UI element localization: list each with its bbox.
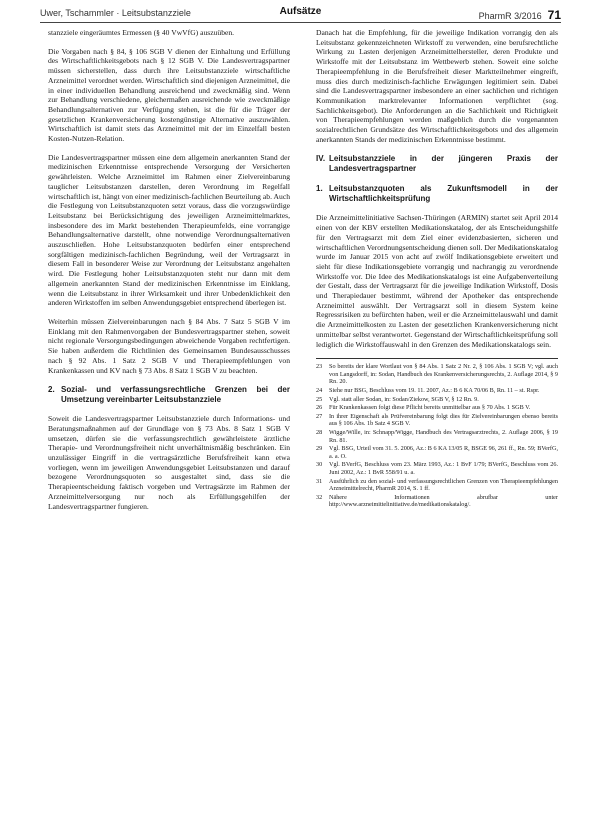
heading-number: 1. [316, 184, 323, 194]
footnote [316, 404, 558, 412]
footnote-text: Vgl. statt aller Sodan, in: Sodan/Ziekow, SGB V, § 12 Rn. 9. [329, 395, 479, 403]
left-column [48, 28, 290, 520]
footnote [316, 413, 558, 428]
footnote-number: 30 [316, 461, 323, 469]
header-section: Aufsätze [279, 6, 322, 17]
footnote [316, 396, 558, 404]
heading-text: Leitsubstanzziele in der jüngeren Praxis der Landesvertragspartner [329, 154, 558, 174]
page-number: 71 [547, 8, 561, 22]
footnote-text: Für Krankenkassen folgt diese Pflicht bereits unmittelbar aus § 70 Abs. 1 SGB V. [329, 404, 531, 412]
paragraph: Weiterhin müssen Zielvereinbarungen nach § 84 Abs. 7 Satz 5 SGB V im Einklang mit den Rahmenvorgaben der Bundesvertragspartner stehen, soweit nicht regionale Versorgungsbedingungen abweichende Vorgaben rechtfertigen. Sie haben außerdem die Richtlinien des Gemeinsamen Bundesausschusses nach § 92 Abs. 1 Satz 2 SGB V und Therapieempfehlungen von Krankenkassen und KV nach § 73 Abs. 8 Satz 1 SGB V zu beachten. [48, 316, 290, 375]
footnote-number: 26 [316, 404, 323, 412]
footnote-number: 23 [316, 363, 323, 371]
footnote [316, 478, 558, 493]
footnote-number: 29 [316, 445, 323, 453]
footnote-text: Siehe nur BSG, Beschluss vom 19. 11. 2007, Az.: B 6 KA 70/06 B, Rn. 11 – st. Rspr. [329, 387, 540, 395]
footnote [316, 494, 558, 509]
footnote-number: 32 [316, 493, 323, 501]
header-journal-page [479, 8, 561, 22]
footnotes [316, 358, 558, 509]
section-heading [48, 385, 290, 405]
footnote [316, 445, 558, 460]
footnote-number: 24 [316, 387, 323, 395]
heading-text: Leitsubstanzquoten als Zukunftsmodell in der Wirtschaftlichkeitsprüfung [329, 184, 558, 204]
right-column [316, 28, 558, 510]
footnote-text: Vgl. BVerfG, Beschluss vom 23. März 1993, Az.: 1 BvF 1/79; BVerfG, Beschluss vom 26. Juni 2002, Az.: 1 BvR 558/91 u. a. [329, 461, 558, 476]
paragraph: Soweit die Landesvertragspartner Leitsubstanzziele durch Informations- und Beratungsmaßnahmen auf der Grundlage von § 73 Abs. 8 Satz 1 SGB V umsetzen, dürfen sie die verfassungsrechtlich gewährleistete ärztliche Therapie- und Verordnungsfreiheit nicht unverhältnismäßig beschränken. Ein unzulässiger Eingriff in die vertragsärztliche Berufsfreiheit kann etwa vorliegen, wenn im jeweiligen Anwendungsgebiet Leitsubstanzen und darauf bezogene Verordnungsquoten so ausgestaltet sind, dass sie die Therapieentscheidung faktisch vorgeben und Vertragsärzte im Rahmen der Arzneimittelversorgung nur noch als Erfüllungsgehilfen der Landesvertragspartner fungieren. [48, 414, 290, 511]
footnote-number: 27 [316, 412, 323, 420]
section-heading [316, 154, 558, 174]
footnote-text: Nähere Informationen abrufbar unter http://www.arzneimittelinitiative.de/medikationskatalog/. [329, 493, 558, 509]
footnote [316, 363, 558, 386]
footnote-number: 31 [316, 477, 323, 485]
header-journal: PharmR 3/2016 [478, 11, 542, 21]
paragraph: Die Vorgaben nach § 84, § 106 SGB V dienen der Einhaltung und Erfüllung des Wirtschaftlichkeitsgebots nach § 12 SGB V. Die Landesvertragspartner müssen sicherstellen, dass durch ihre Leitsubstanzziele wirtschaftliche Arzneimittel verordnet werden. Wirtschaftlich sind diejenigen Arzneimittel, die in einer individuellen Behandlung ausreichend und zweckmäßig sind. Wenn zur Behandlung verschiedene, gleichermaßen ausreichende wie zweckmäßige Behandlungsalternativen zur Verfügung stehen, ist die für die Träger der gesetzlichen Krankenversicherung kostengünstige Alternative auszuwählen. Wirtschaftlich ist damit stets das Arzneimittel mit der im Einzelfall besten Kosten-Nutzen-Relation. [48, 46, 290, 144]
footnote-number: 25 [316, 395, 323, 403]
paragraph: Danach hat die Empfehlung, für die jeweilige Indikation vorrangig den als Leitsubstanz gekennzeichneten Wirkstoff zu verwenden, eine berufsrechtliche Wirkung zu Lasten derjenigen Arzneimittelhersteller, deren Produkte und Wirkstoffe mit der Leitsubstanz im Wettbewerb stehen. Soweit eine solche Therapieempfehlung in die Berufsfreiheit dieser Marktteilnehmer eingreift, muss dies durch medizinisch-fachliche Erwägungen legitimiert sein. Dabei sind die Landesvertragspartner insbesondere an einer sachlichen und richtigen Kommunikation marktrelevanter Informationen verpflichtet (sog. Sachlichkeitsgebot). Die Anforderungen an die Sachlichkeit und Richtigkeit von Therapieempfehlungen werden maßgeblich durch die vorgenannten sozialrechtlichen Grundsätze des Wirtschaftlichkeitsgebots und des allgemein anerkannten Stands der medizinischen Erkenntnisse bestimmt. [316, 28, 558, 144]
footnote [316, 429, 558, 444]
subsection-heading [316, 184, 558, 204]
footnote-text: In ihrer Eigenschaft als Prüfvereinbarung folgt dies für Zielvereinbarungen ebenso bereits aus § 106 Abs. 1b Satz 4 SGB V. [329, 412, 558, 428]
footnote [316, 387, 558, 395]
footnote-number: 28 [316, 429, 323, 437]
footnote-text: Ausführlich zu den sozial- und verfassungsrechtlichen Grenzen von Therapieempfehlungen Arzneimittelrecht, PharmR 2014, S. 1 ff. [329, 477, 558, 493]
paragraph: Die Landesvertragspartner müssen eine dem allgemein anerkannten Stand der medizinischen Erkenntnisse entsprechende Versorgung der Versicherten gewährleisten. Welche Arzneimittel im Rahmen einer Zielvereinbarung tauglicher Leitsubstanzen darstellen, deren Verordnung im Regelfall wirtschaftlich ist, hängt von einer medizinisch-fachlichen Beurteilung ab. Auch die Festlegung von Leitsubstanzquoten setzt voraus, dass die vorzugswürdige Leitsubstanz bei Berücksichtigung des jeweiligen Arzneimittelmarktes, insbesondere des im Markt bestehenden Therapieumfelds, eine vorrangige Behandlungsalternative darstellt, ohne notwendige Verordnungsalternativen auszuschließen. Hohe Leitsubstanzquoten bedürfen einer entsprechend sorgfältigen medizinisch-fachlichen Begründung, weil der Vertragsarzt in diesem Fall in besonderer Weise zur Verordnung der Leitsubstanz angehalten wird. Die Festlegung hoher Leitsubstanzquoten steht nur dann mit dem allgemein anerkannten Stand der medizinischen Erkenntnisse im Einklang, wenn die Leitsubstanz in ihrer Wirksamkeit und ihrer Unbedenklichkeit den anderen Wirkstoffen im selben Anwendungsgebiet entsprechend überlegen ist. [48, 152, 290, 308]
paragraph: Die Arzneimittelinitiative Sachsen-Thüringen (ARMIN) startet seit April 2014 einen von der KBV erstellten Medikationskatalog, der als Entscheidungshilfe für den Vertragsarzt mit dem Ziel einer evidenzbasierten, sicheren und wirtschaftlichen Verordnungsentscheidung dienen soll. Der Medikationskatalog wurde im Januar 2015 von acht auf zwölf Indikationsgebiete erweitert und sieht für diese Indikationsgebiete vorrangig und nachrangig zu verordnende Wirkstoffe vor. Die Idee des Medikationskatalogs ist eine Aufgabenverteilung der Gestalt, dass der Vertragsarzt für die jeweilige Indikation Wirkstoff, Dosis und Therapiedauer bestimmt, während der Apotheker das entsprechende Arzneimittel auswählt. Der Vertragsarzt soll in diesem System keine Regressrisiken zu befürchten haben, weil er die Arzneimittelauswahl und damit die Arzneimittelkosten zu Lasten der gesetzlichen Krankenversicherung nicht unmittelbar selbst verantwortet. Gegenstand der Wirtschaftlichkeitsprüfung soll lediglich die Wirkstoffauswahl in den Grenzen des Medikationskatalogs sein. [316, 213, 558, 349]
paragraph: stanzziele eingeräumtes Ermessen (§ 40 VwVfG) auszuüben. [48, 28, 235, 37]
footnote [316, 461, 558, 476]
footnote-text: Wigge/Wille, in: Schnapp/Wigge, Handbuch des Vertragsarztrechts, 2. Auflage 2006, § 19 Rn. 81. [329, 429, 558, 444]
header-authors: Uwer, Tschammler · Leitsubstanzziele [40, 8, 191, 18]
footnote-text: So bereits der klare Wortlaut von § 84 Abs. 1 Satz 2 Nr. 2, § 106 Abs. 1 SGB V; vgl. auch von Langsdorff, in: Sodan, Handbuch des Krankenversicherungsrechts, 2. Auflage 2014, § 9 Rn. 20. [329, 363, 558, 386]
running-header [40, 4, 561, 23]
heading-number: IV. [316, 154, 326, 164]
heading-text: Sozial- und verfassungsrechtliche Grenzen bei der Umsetzung vereinbarter Leitsubstanzziele [61, 385, 290, 405]
footnote-text: Vgl. BSG, Urteil vom 31. 5. 2006, Az.: B 6 KA 13/05 R, BSGE 96, 261 ff., Rn. 59; BVerfG, a. a. O. [329, 445, 558, 460]
heading-number: 2. [48, 385, 55, 395]
